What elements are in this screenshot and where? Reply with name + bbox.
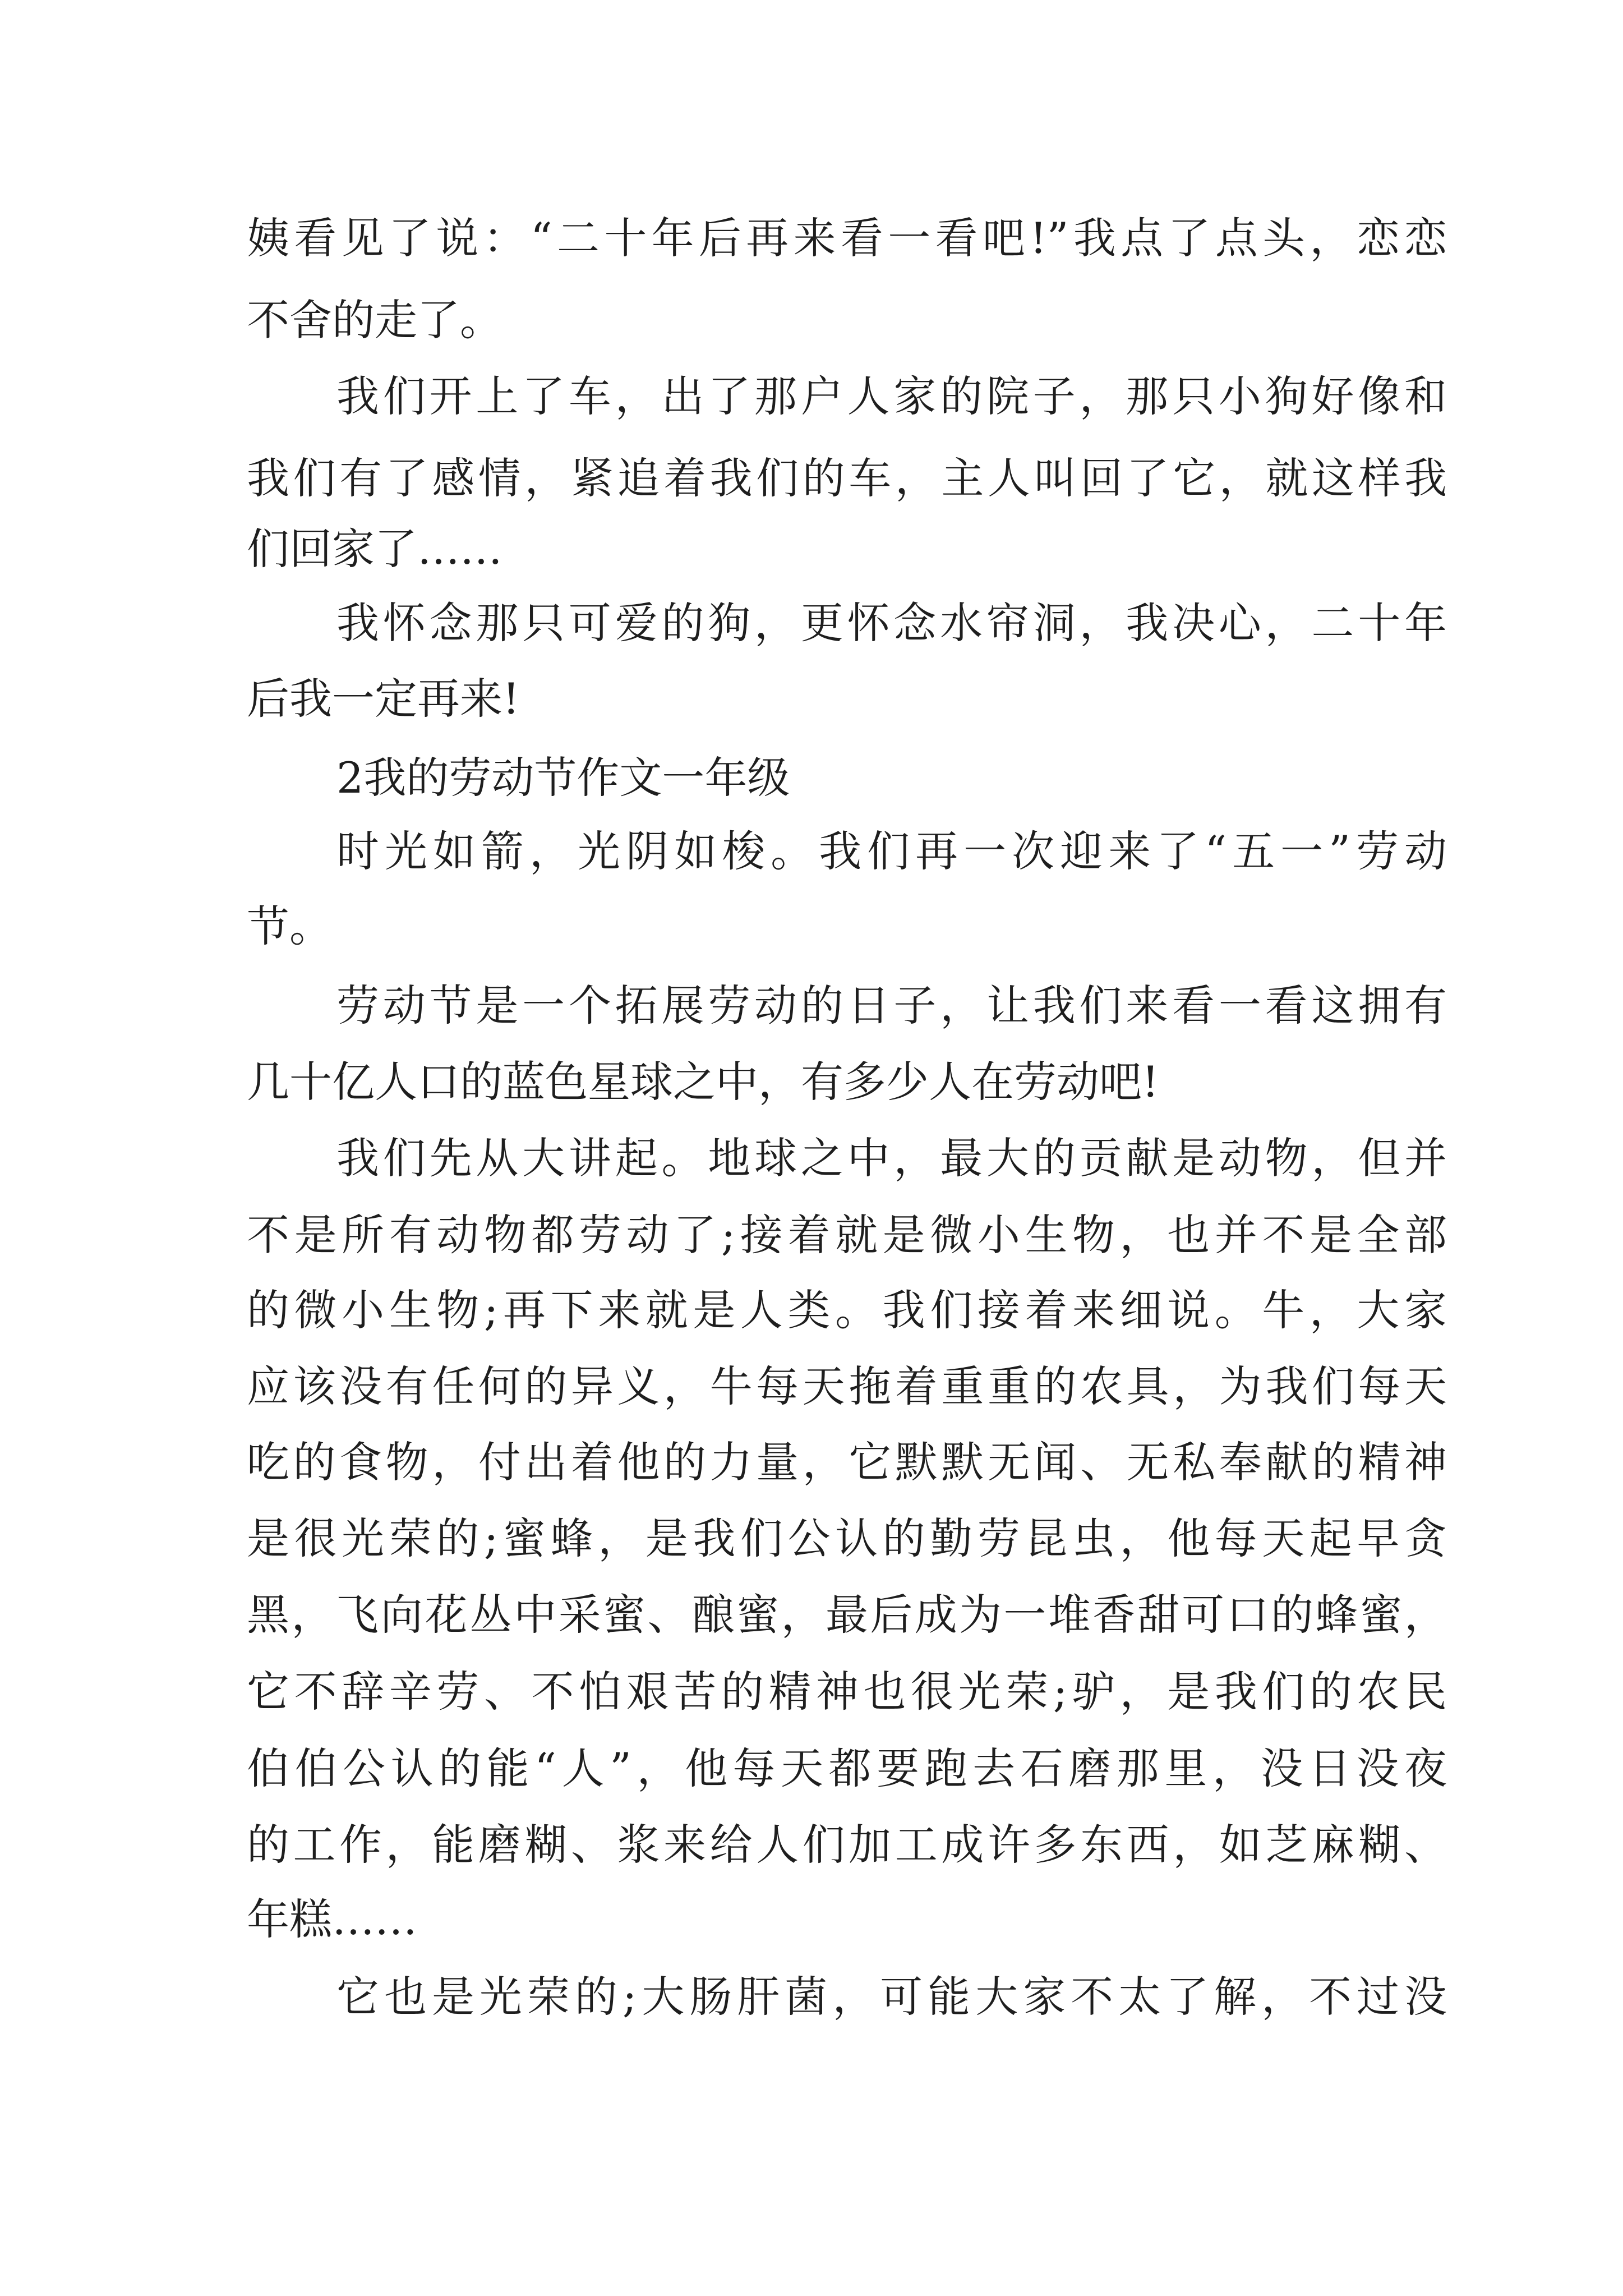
paragraph-start: 时光如箭，光阴如梭。我们再一次迎来了“五一”劳动 <box>336 826 1447 876</box>
section-heading: 2我的劳动节作文一年级 <box>336 753 790 803</box>
text-line: 节。 <box>247 901 332 951</box>
text-line: 黑，飞向花丛中采蜜、酿蜜，最后成为一堆香甜可口的蜂蜜， <box>247 1590 1447 1640</box>
text-line: 几十亿人口的蓝色星球之中，有多少人在劳动吧! <box>247 1057 1159 1107</box>
text-line: 年糕…… <box>247 1894 417 1944</box>
paragraph-start: 我们先从大讲起。地球之中，最大的贡献是动物，但并 <box>336 1133 1447 1183</box>
text-line: 它不辞辛劳、不怕艰苦的精神也很光荣;驴，是我们的农民 <box>247 1667 1447 1717</box>
paragraph-start: 它也是光荣的;大肠肝菌，可能大家不太了解，不过没 <box>336 1972 1447 2022</box>
text-line: 不是所有动物都劳动了;接着就是微小生物，也并不是全部 <box>247 1210 1447 1260</box>
text-line: 吃的食物，付出着他的力量，它默默无闻、无私奉献的精神 <box>247 1437 1447 1487</box>
text-line: 姨看见了说：“二十年后再来看一看吧!”我点了点头，恋恋 <box>247 213 1447 263</box>
text-line: 们回家了…… <box>247 524 502 574</box>
paragraph-start: 我怀念那只可爱的狗，更怀念水帘洞，我决心，二十年 <box>336 598 1447 648</box>
text-line: 的微小生物;再下来就是人类。我们接着来细说。牛，大家 <box>247 1285 1447 1335</box>
text-line: 我们有了感情，紧追着我们的车，主人叫回了它，就这样我 <box>247 453 1447 503</box>
text-line: 伯伯公认的能“人”，他每天都要跑去石磨那里，没日没夜 <box>247 1743 1447 1793</box>
paragraph-start: 劳动节是一个拓展劳动的日子，让我们来看一看这拥有 <box>336 981 1447 1030</box>
text-line: 应该没有任何的异义，牛每天拖着重重的农具，为我们每天 <box>247 1361 1447 1411</box>
paragraph-start: 我们开上了车，出了那户人家的院子，那只小狗好像和 <box>336 371 1447 421</box>
text-line: 后我一定再来! <box>247 674 520 724</box>
text-line: 的工作，能磨糊、浆来给人们加工成许多东西，如芝麻糊、 <box>247 1820 1447 1870</box>
text-line: 是很光荣的;蜜蜂，是我们公认的勤劳昆虫，他每天起早贪 <box>247 1513 1447 1563</box>
text-line: 不舍的走了。 <box>247 295 502 345</box>
